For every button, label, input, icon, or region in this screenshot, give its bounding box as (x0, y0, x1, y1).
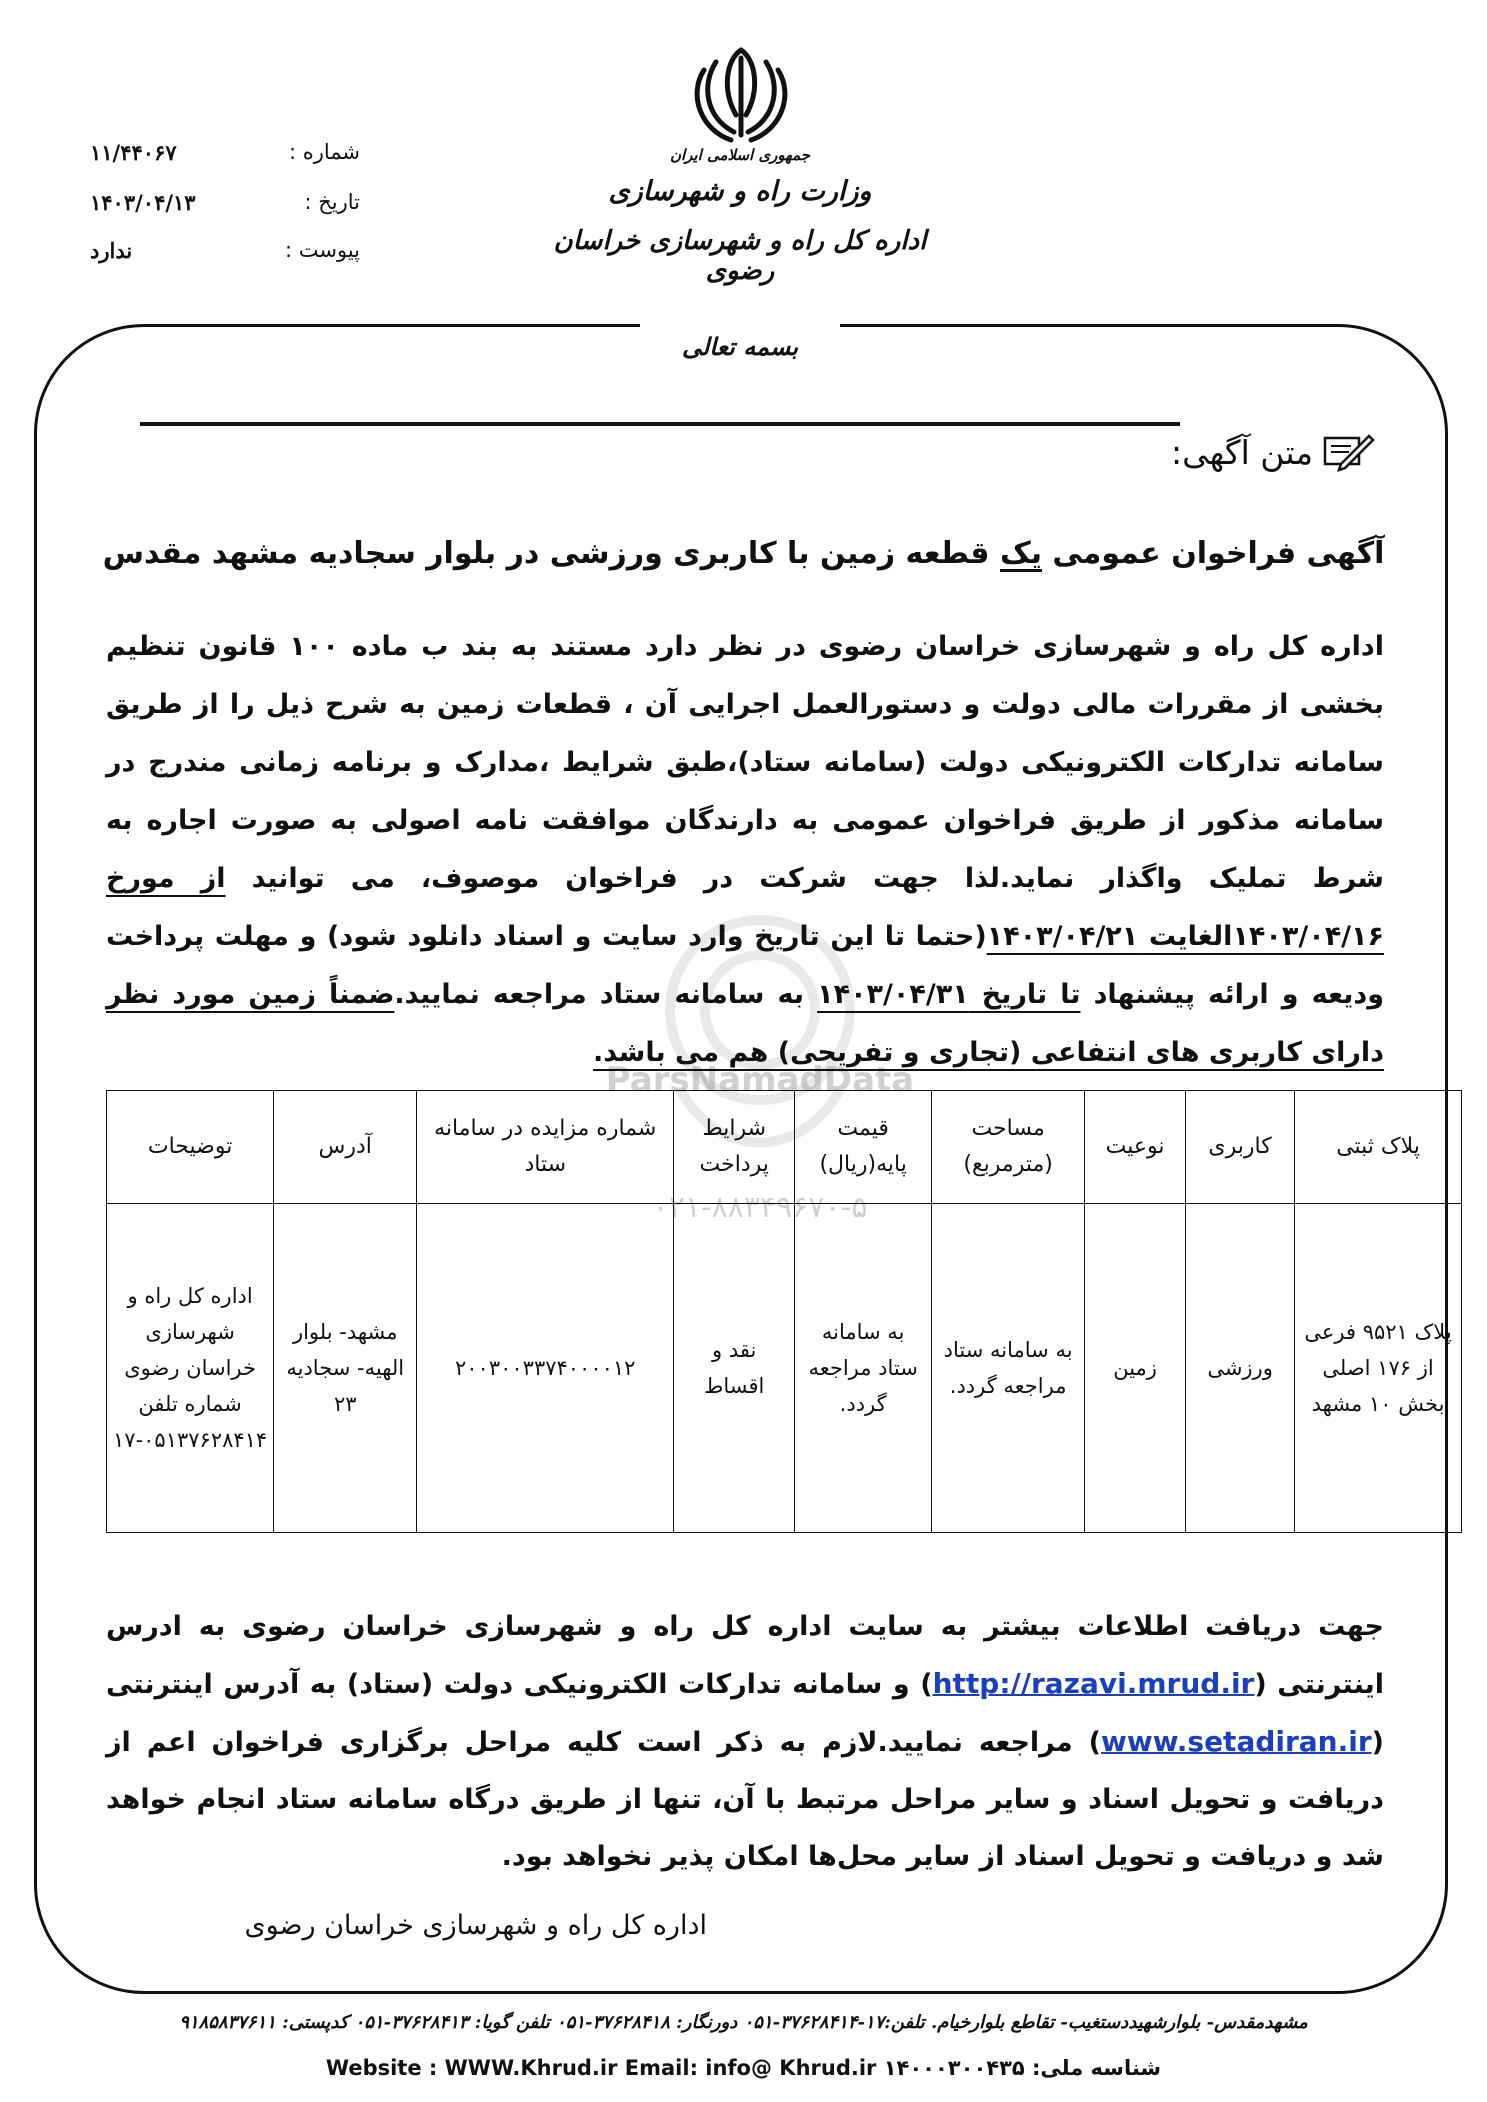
col-header: شماره مزایده در سامانه ستاد (417, 1091, 674, 1204)
table-cell: به سامانه ستاد مراجعه گردد. (795, 1204, 932, 1533)
letter-date (90, 190, 360, 224)
org-line-ministry: وزارت راه و شهرسازی (608, 176, 872, 207)
col-header: قیمت پایه(ریال) (795, 1091, 932, 1204)
iran-emblem-icon (686, 40, 796, 145)
table-cell: اداره کل راه و شهرسازی خراسان رضوی شماره تلفن ۰۵۱۳۷۶۲۸۴۱۴-۱۷ (107, 1204, 274, 1533)
col-header: پلاک ثبتی (1295, 1091, 1462, 1204)
setadiran-link[interactable]: www.setadiran.ir (1100, 1725, 1372, 1758)
date-label: تاریخ : (304, 190, 360, 214)
body-deadline: تا تاریخ ۱۴۰۳/۰۴/۳۱ (817, 979, 1081, 1010)
divider-rule (140, 422, 1180, 426)
footer-contact: مشهدمقدس- بلوارشهیددستغیب- تقاطع بلوارخیام. تلفن:۱۷-۳۷۶۲۸۴۱۴-۰۵۱ دورنگار: ۳۷۶۲۸۴۱۸-۰۵۱ تلفن گویا: ۳۷۶۲۸۴۱۳-۰۵۱ کدپستی: ۹۱۸۵۸۳۷۶۱۱ (179, 2012, 1308, 2033)
body-text: به سامانه ستاد مراجعه نمایید. (394, 979, 818, 1010)
table-cell: مشهد- بلوار الهیه- سجادیه ۲۳ (274, 1204, 417, 1533)
table-cell: نقد و اقساط (674, 1204, 795, 1533)
col-header: نوعیت (1085, 1091, 1186, 1204)
watermark-phone: ۰۲۱-۸۸۳۴۹۶۷۰-۵ (652, 1190, 868, 1225)
org-line-directorate: اداره کل راه و شهرسازی خراسان رضوی (553, 226, 927, 286)
footer-web (0, 2056, 1487, 2080)
body-usage-note: ضمناً زمین مورد نظر دارای کاربری های انتفاعی (تجاری و تفریحی) هم می باشد. (106, 979, 1384, 1068)
org-line-republic: جمهوری اسلامی ایران (669, 146, 811, 164)
table-cell: زمین (1085, 1204, 1186, 1533)
body-text: (حتما تا این تاریخ وارد سایت و اسناد دانلود شود) و مهلت پرداخت ودیعه و ارائه پیشنهاد (106, 921, 1384, 1010)
more-info-text: جهت دریافت اطلاعات بیشتر به سایت اداره کل راه و شهرسازی خراسان رضوی به ادرس اینترنتی ( (106, 1611, 1384, 1700)
razavi-mrud-link[interactable]: http://razavi.mrud.ir (932, 1667, 1255, 1700)
body-date-range: از مورخ ۱۴۰۳/۰۴/۱۶الغایت ۱۴۰۳/۰۴/۲۱ (106, 863, 1384, 952)
table-cell: ورزشی (1186, 1204, 1295, 1533)
col-header: کاربری (1186, 1091, 1295, 1204)
col-header: شرایط پرداخت (674, 1091, 795, 1204)
col-header: مساحت (مترمربع) (932, 1091, 1085, 1204)
table-row (107, 1204, 1462, 1533)
title-part: قطعه زمین با کاربری ورزشی در بلوار سجادیه مشهد مقدس (102, 536, 1000, 571)
footer-website-email: Website : WWW.Khrud.ir Email: info@ Khrud.ir (325, 2056, 877, 2080)
number-value: ۱۱/۴۴۰۶۷ (90, 140, 177, 165)
table-cell: پلاک ۹۵۲۱ فرعی از ۱۷۶ اصلی بخش ۱۰ مشهد (1295, 1204, 1462, 1533)
letter-number (90, 140, 360, 174)
more-info-text: ) و سامانه تدارکات الکترونیکی دولت (ستاد) به آدرس اینترنتی ( (106, 1669, 1384, 1758)
letter-attachment (90, 238, 360, 272)
title-underlined: یک (999, 536, 1042, 571)
table-cell: به سامانه ستاد مراجعه گردد. (932, 1204, 1085, 1533)
watermark-name: ParsNamadData (605, 1060, 915, 1100)
notice-title (0, 536, 1487, 571)
signature-org: اداره کل راه و شهرسازی خراسان رضوی (244, 1910, 707, 1941)
attachment-value: ندارد (90, 238, 133, 263)
basmala-box (640, 322, 840, 382)
notice-text-label (1171, 430, 1375, 474)
basmala: بسمه تعالی (681, 332, 799, 361)
date-value: ۱۴۰۳/۰۴/۱۳ (90, 190, 196, 215)
more-info-text: ) مراجعه نمایید.لازم به ذکر است کلیه مراحل برگزاری فراخوان اعم از دریافت و تحویل اسناد و سایر مراحل مرتبط با آن، تنها از طریق درگاه سامانه ستاد انجام خواهد شد و دریافت و تحویل اسناد از سایر محل‌ها امکان پذیر نخواهد بود. (106, 1727, 1384, 1872)
number-label: شماره : (288, 140, 360, 164)
col-header: توضیحات (107, 1091, 274, 1204)
notice-text-label-text: متن آگهی: (1171, 432, 1313, 472)
attachment-label: پیوست : (285, 238, 360, 262)
pen-writing-icon (1319, 430, 1375, 474)
footer-id: شناسه ملی: ۱۴۰۰۰۳۰۰۴۳۵ (883, 2056, 1162, 2080)
table-header-row (107, 1091, 1462, 1204)
title-part: آگهی فراخوان عمومی (1041, 536, 1385, 571)
more-info-paragraph (106, 1598, 1384, 1885)
table-cell: ۲۰۰۳۰۰۳۳۷۴۰۰۰۰۱۲ (417, 1204, 674, 1533)
notice-body (106, 618, 1384, 1082)
col-header: آدرس (274, 1091, 417, 1204)
property-table (106, 1090, 1462, 1533)
body-text: اداره کل راه و شهرسازی خراسان رضوی در نظر دارد مستند به بند ب ماده ۱۰۰ قانون تنظیم بخشی از مقررات مالی دولت و دستورالعمل اجرایی آن ، قطعات زمین به شرح ذیل را از طریق سامانه تدارکات الکترونیکی دولت (سامانه ستاد)،طبق شرایط ،مدارک و برنامه زمانی مندرج در سامانه مذکور از طریق فراخوان عمومی به دارندگان موافقت نامه اصولی به صورت اجاره به شرط تملیک واگذار نماید.لذا جهت شرکت در فراخوان موصوف، می توانید (106, 631, 1384, 894)
